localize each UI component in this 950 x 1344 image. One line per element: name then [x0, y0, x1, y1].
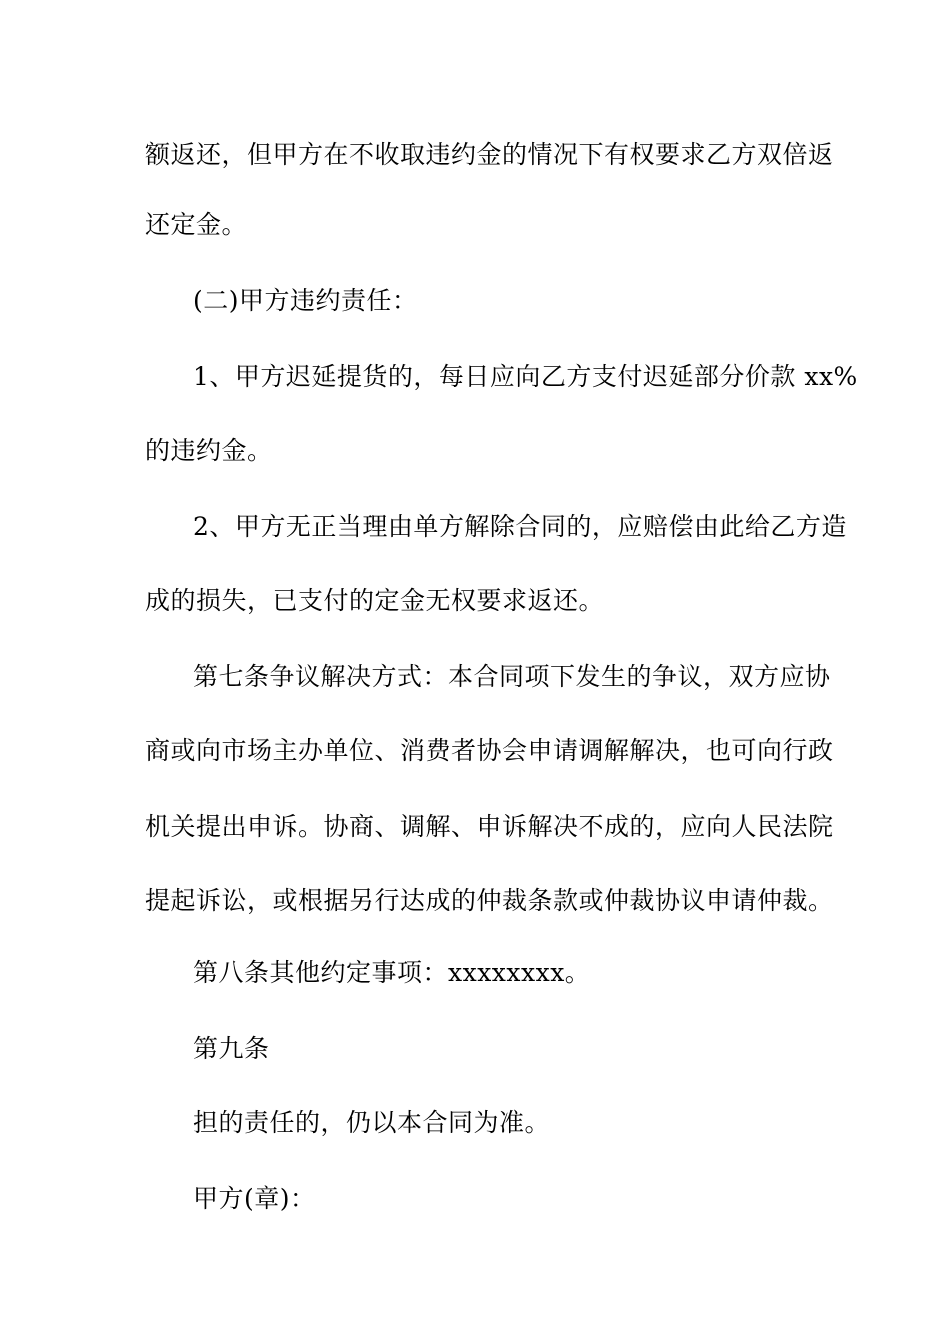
text-line: 第八条其他约定事项：xxxxxxxx。 — [193, 958, 591, 987]
text-line: 的违约金。 — [145, 436, 273, 465]
text-line: 第九条 — [193, 1034, 270, 1063]
text-line: 2、甲方无正当理由单方解除合同的，应赔偿由此给乙方造 — [193, 512, 847, 541]
signature-label: 甲方(章)： — [193, 1184, 316, 1213]
text-line: 提起诉讼，或根据另行达成的仲裁条款或仲裁协议申请仲裁。 — [145, 886, 834, 915]
section-heading: (二)甲方违约责任： — [193, 286, 418, 315]
text-line: 1、甲方迟延提货的，每日应向乙方支付迟延部分价款 xx% — [193, 362, 858, 391]
text-line: 担的责任的，仍以本合同为准。 — [193, 1108, 551, 1137]
text-line: 还定金。 — [145, 210, 248, 239]
text-line: 商或向市场主办单位、消费者协会申请调解解决，也可向行政 — [145, 736, 834, 765]
text-line: 成的损失，已支付的定金无权要求返还。 — [145, 586, 605, 615]
text-line: 机关提出申诉。协商、调解、申诉解决不成的，应向人民法院 — [145, 812, 834, 841]
text-line: 额返还，但甲方在不收取违约金的情况下有权要求乙方双倍返 — [145, 140, 834, 169]
text-line: 第七条争议解决方式：本合同项下发生的争议，双方应协 — [193, 662, 831, 691]
